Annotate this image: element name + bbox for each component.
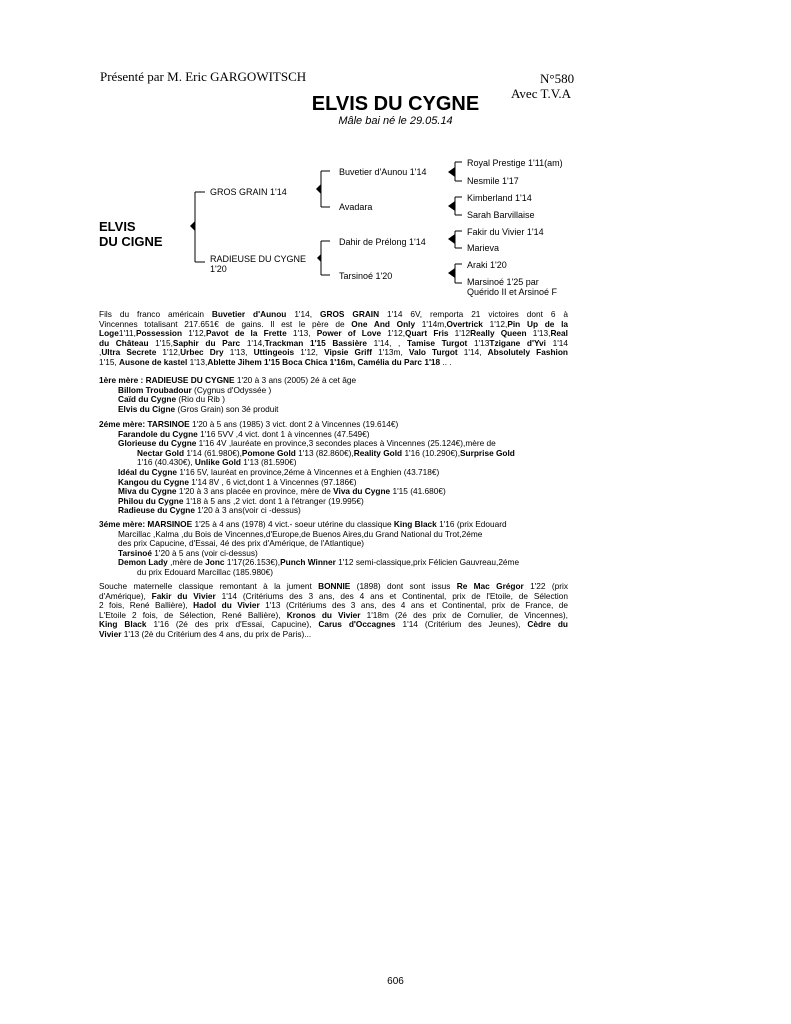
produce-line: Billom Troubadour (Cygnus d'Odyssée ) [118,384,272,395]
produce-line: Caïd du Cygne (Rio du Rib ) [118,394,225,405]
dam-label-line2: 1'20 [210,264,227,274]
ggp-label-1: Royal Prestige 1'11(am) [467,158,563,168]
text-line: Souche maternelle classique remontant à la jument BONNIE (1898) dont sont issus Re Mac Grégor 1'22 (prix [99,581,568,591]
text-line: L'Etoile 2 fois, de Sélection, René Ballière), Kronos du Vivier 1'18m (2é des prix de Cornulier, de Vincennes), [99,609,568,620]
ggp-label-5: Fakir du Vivier 1'14 [467,227,544,237]
ggp-label-6: Marieva [467,243,500,253]
first-dam-produce [99,386,356,415]
text-line: ,Ultra Secrete 1'12,Urbec Dry 1'13, Uttingeois 1'12, Vipsie Griff 1'13m, Valo Turgot 1'14, Absolutely Fashion [99,347,568,358]
produce-line: Miva du Cygne 1'20 à 3 ans placée en province, mère de Viva du Cygne 1'15 (41.680€) [118,486,446,497]
produce-line: Farandole du Cygne 1'16 5VV ,4 vict. dont 1 à vincennes (47.549€) [118,428,370,439]
second-dam-produce [99,430,515,516]
horse-name: ELVIS DU CYGNE [311,93,480,115]
presenter-text: Présenté par M. Eric GARGOWITSCH [100,69,307,84]
second-dam-heading: 2éme mère: TARSINOE 1'20 à 5 ans (1985) 3 vict. dont 2 à Vincennes (19.614€) [99,419,399,429]
second-dam-section [99,420,515,516]
produce-line: Marcillac ,Kalma ,du Bois de Vincennes,d'Europe,de Buenos Aires,du Grand National du Trot,2éme [118,528,483,539]
subject-name-line1: ELVIS [99,219,136,234]
produce-line: des prix Capucine, d'Essai, 4é des prix d'Amérique, de l'Atlantique) [118,538,364,549]
page-number: 606 [387,976,404,987]
produce-line: Idéal du Cygne 1'16 5V, lauréat en province,2éme à Vincennes et à Enghien (43.718€) [118,466,440,477]
text-line: Vincennes totalisant 217.651€ de gains. Il est le père de One And Only 1'14m,Overtrick 1'12,Pin Up de la [99,318,569,329]
produce-line: Nectar Gold 1'14 (61.980€),Pomone Gold 1'13 (82.860€),Reality Gold 1'16 (10.290€),Surprise Gold [137,447,515,458]
first-dam-heading: 1ère mère : RADIEUSE DU CYGNE 1'20 à 3 ans (2005) 2é à cet âge [99,375,357,385]
third-dam-section [99,520,519,578]
sire-paragraph [99,310,568,368]
third-dam-heading: 3éme mère: MARSINOE 1'25 à 4 ans (1978) 4 vict.- soeur utérine du classique King Black 1'16 (prix Edouard [99,519,507,529]
ggp-label-2: Nesmile 1'17 [467,176,519,186]
text-line: du Château 1'15,Saphir du Parc 1'14,Trackman 1'15 Bassière 1'14, , Tamise Turgot 1'13Tzigane d'Yvi 1'14 [99,337,569,348]
produce-line: Radieuse du Cygne 1'20 à 3 ans(voir ci -dessus) [118,505,301,516]
sire-sire-label: Buvetier d'Aunou 1'14 [339,167,427,177]
dam-label-line1: RADIEUSE DU CYGNE [210,254,307,264]
text-line: d'Amérique), Fakir du Vivier 1'14 (Critériums des 3 ans, des 4 ans et Continental, prix de l'Etoile, de Sélection [99,590,568,601]
first-dam-section [99,376,356,414]
text-line: Fils du franco américain Buvetier d'Aunou 1'14, GROS GRAIN 1'14 6V, remporta 21 victoires dont 6 à [99,309,568,319]
lot-number: N°580 [540,71,575,86]
text-line: King Black 1'16 (2é des prix d'Essai, Capucine), Carus d'Occagnes 1'14 (Critérium des Jeunes), Cèdre du [99,619,568,630]
dam-sire-label: Dahir de Prélong 1'14 [339,237,426,247]
text-line: Loge1'11,Possession 1'12,Pavot de la Frette 1'13, Power of Love 1'12,Quart Fris 1'12Really Queen 1'13,Real [99,328,568,339]
pedigree-lines [0,0,791,310]
produce-line: Demon Lady ,mère de Jonc 1'17(26.153€),Punch Winner 1'12 semi-classique,prix Félicien Gauvreau,2éme [118,557,520,568]
third-dam-produce [99,530,519,578]
subject-name-line2: DU CIGNE [99,234,163,249]
ggp-label-8-parents: Quérido II et Arsinoé F [467,287,558,297]
text-line: 1'15, Ausone de kastel 1'13,Ablette Jihem 1'15 Boca Chica 1'16m, Camélia du Parc 1'18 .. . [99,356,452,367]
text-line: 2 fois, René Ballière), Hadol du Vivier 1'13 (Critériums des 3 ans, des 4 ans et Continental, prix de France, de [99,600,568,611]
text-line: Vivier 1'13 (2è du Critérium des 4 ans, du prix de Paris)... [99,628,312,639]
vat-note: Avec T.V.A [511,86,572,101]
produce-line: du prix Edouard Marcillac (185.980€) [137,566,274,577]
ggp-label-3: Kimberland 1'14 [467,193,532,203]
produce-line: Tarsinoé 1'20 à 5 ans (voir ci-dessus) [118,547,258,558]
produce-line: Kangou du Cygne 1'14 8V , 6 vict,dont 1 à Vincennes (97.186€) [118,476,357,487]
sire-dam-label: Avadara [339,202,373,212]
produce-line: Elvis du Cigne (Gros Grain) son 3é produit [118,403,279,414]
sire-label: GROS GRAIN 1'14 [210,187,287,197]
horse-description: Mâle bai né le 29.05.14 [338,115,453,127]
pedigree-subject [99,219,163,249]
dam-dam-label: Tarsinoé 1'20 [339,271,393,281]
ggp-label-4: Sarah Barvillaise [467,210,535,220]
produce-line: 1'16 (40.430€), Unlike Gold 1'13 (81.590€) [137,457,297,468]
ggp-label-7: Araki 1'20 [467,260,507,270]
ggp-label-8: Marsinoé 1'25 par [467,277,539,287]
maternal-family-paragraph [99,582,568,640]
produce-line: Philou du Cygne 1'18 à 5 ans ,2 vict. dont 1 à l'étranger (19.995€) [118,495,364,506]
produce-line: Glorieuse du Cygne 1'16 4V ,lauréate en province,3 secondes places à Vincennes (25.124€),mère de [118,438,496,449]
